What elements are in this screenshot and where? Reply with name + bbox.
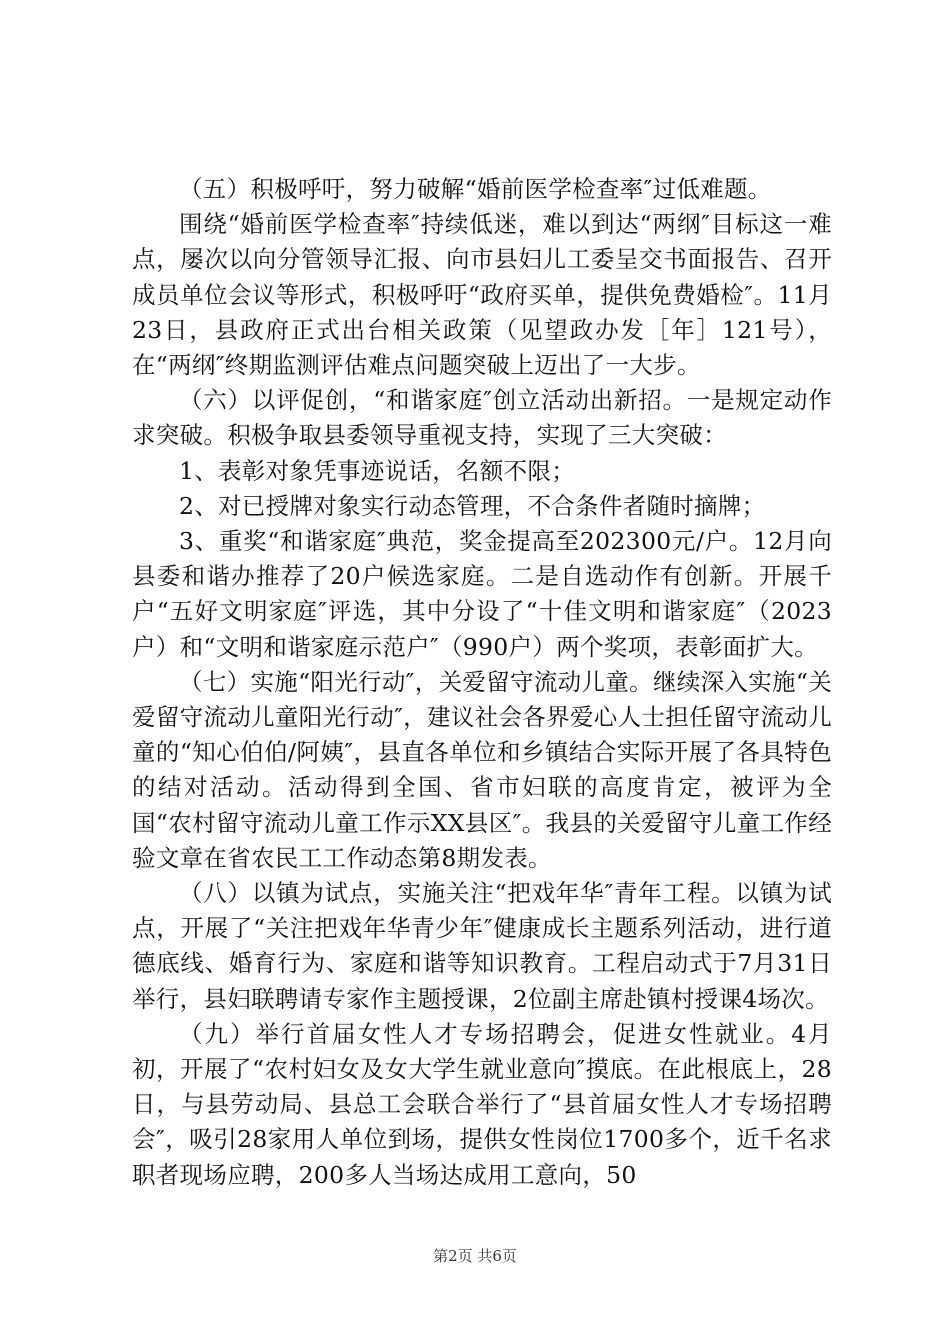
section-5-body: 围绕“婚前医学检查率″持续低迷，难以到达“两纲″目标这一难点，屡次以向分管领导汇报、向市县妇儿工委呈交书面报告、召开成员单位会议等形式，积极呼吁“政府买单，提供免费婚检″。11月23日，县政府正式出台相关政策（见望政办发［年］121号），在“两纲″终期监测评估难点问题突破上迈出了一大步。 xyxy=(132,210,832,380)
list-item-1: 1、表彰对象凭事迹说话，名额不限； xyxy=(179,456,576,485)
section-5-heading: （五）积极呼吁，努力破解“婚前医学检查率″过低难题。 xyxy=(179,175,772,203)
page-number-footer: 第2页 共6页 xyxy=(433,1247,517,1265)
document-body xyxy=(132,172,832,1193)
section-6-body: （六）以评促创，“和谐家庭″创立活动出新招。一是规定动作求突破。积极争取县委领导重视支持，实现了三大突破： xyxy=(132,386,832,450)
section-9-body: （九）举行首届女性人才专场招聘会，促进女性就业。4月初，开展了“农村妇女及女大学生就业意向″摸底。在此根底上，28日，与县劳动局、县总工会联合举行了“县首届女性人才专场招聘会″，吸引28家用人单位到场，提供女性岗位1700多个，近千名求职者现场应聘，200多人当场达成用工意向，50 xyxy=(132,1019,832,1189)
section-8-body: （八）以镇为试点，实施关注“把戏年华″青年工程。以镇为试点，开展了“关注把戏年华青少年″健康成长主题系列活动，进行道德底线、婚育行为、家庭和谐等知识教育。工程启动式于7月31日举行，县妇联聘请专家作主题授课，2位副主席赴镇村授课4场次。 xyxy=(132,879,832,1013)
section-7-body: （七）实施“阳光行动″，关爱留守流动儿童。继续深入实施“关爱留守流动儿童阳光行动″，建议社会各界爱心人士担任留守流动儿童的“知心伯伯/阿姨″，县直各单位和乡镇结合实际开展了各具特色的结对活动。活动得到全国、省市妇联的高度肯定，被评为全国“农村留守流动儿童工作示XX县区″。我县的关爱留守儿童工作经验文章在省农民工工作动态第8期发表。 xyxy=(132,667,832,872)
list-item-3: 3、重奖“和谐家庭″典范，奖金提高至202300元/户。12月向县委和谐办推荐了20户候选家庭。二是自选动作有创新。开展千户“五好文明家庭″评选，其中分设了“十佳文明和谐家庭″（2023户）和“文明和谐家庭示范户″（990户）两个奖项，表彰面扩大。 xyxy=(132,527,832,661)
list-item-2: 2、对已授牌对象实行动态管理，不合条件者随时摘牌； xyxy=(179,491,766,520)
